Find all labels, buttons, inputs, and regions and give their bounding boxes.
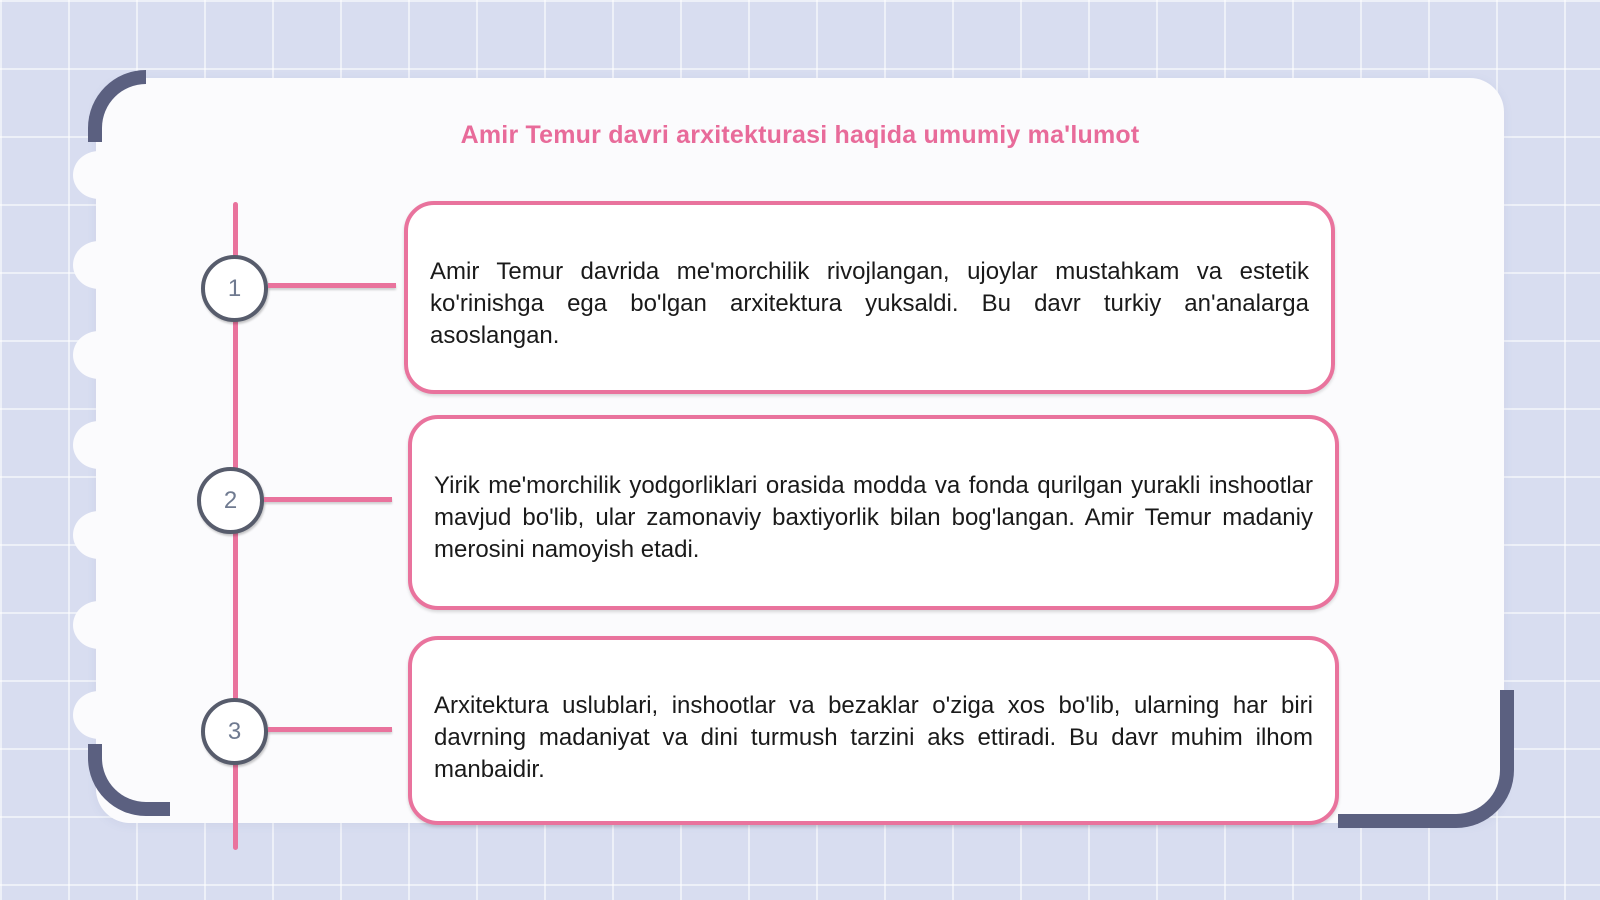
info-box-3 — [408, 636, 1339, 825]
notebook-edge-scallop — [73, 601, 125, 649]
notebook-edge-scallop — [73, 691, 125, 739]
step-number-3: 3 — [201, 698, 268, 765]
page-title: Amir Temur davri arxitekturasi haqida umumiy ma'lumot — [460, 121, 1140, 149]
info-box-2 — [408, 415, 1339, 610]
notebook-edge-scallop — [73, 421, 125, 469]
info-box-1 — [404, 201, 1335, 394]
notebook-edge-scallop — [73, 331, 125, 379]
info-box-text-3: Arxitektura uslublari, inshootlar va bezaklar o'ziga xos bo'lib, ularning har biri davrning madaniyat va dini turmush tarzini aks ettiradi. Bu davr muhim ilhom manbaidir. — [434, 692, 1313, 783]
info-box-text-1: Amir Temur davrida me'morchilik rivojlangan, ujoylar mustahkam va estetik ko'rinishga ega bo'lgan arxitektura yuksaldi. Bu davr turkiy an'analarga asoslangan. — [430, 258, 1309, 349]
timeline-connector-2 — [264, 497, 392, 502]
timeline-connector-3 — [268, 727, 392, 732]
notebook-edge-scallop — [73, 151, 125, 199]
notebook-edge-scallop — [73, 511, 125, 559]
notebook-edge-scallop — [73, 241, 125, 289]
step-number-2: 2 — [197, 467, 264, 534]
step-number-1: 1 — [201, 255, 268, 322]
frame-corner-bottom-right — [1338, 690, 1514, 828]
timeline-connector-1 — [268, 283, 396, 288]
frame-corner-top-left — [88, 70, 146, 142]
info-box-text-2: Yirik me'morchilik yodgorliklari orasida modda va fonda qurilgan yurakli inshootlar mavjud bo'lib, ular zamonaviy baxtiyorlik bilan bog'langan. Amir Temur madaniy merosini namoyish etadi. — [434, 472, 1313, 563]
